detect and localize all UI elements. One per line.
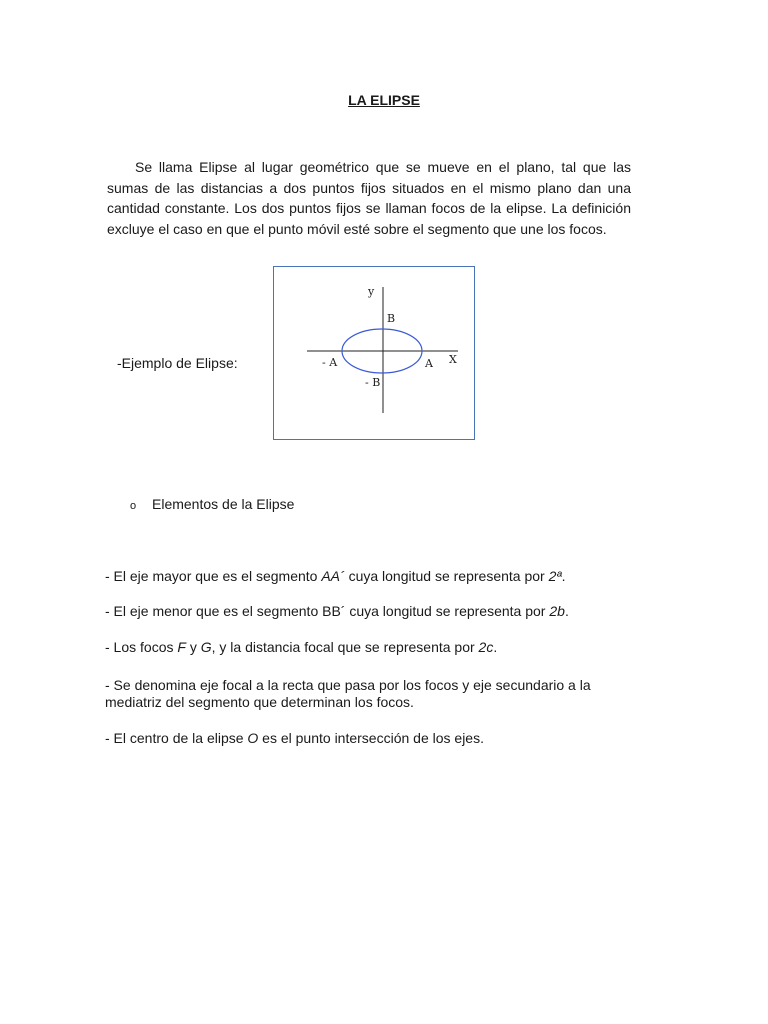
intro-text: Se llama Elipse al lugar geométrico que se mueve en el plano, tal que las sumas de las distancias a dos puntos fijos situados en el mismo plano dan una cantidad constante. Los dos puntos fijos se llaman focos de la elipse. La definición excluye el caso en que el punto móvil esté sobre el segmento que une los focos. [107, 159, 631, 237]
section-heading-text: Elementos de la Elipse [152, 496, 295, 512]
left-vertex-label: - A [322, 356, 338, 369]
ellipse-figure [273, 266, 475, 440]
item-italic: 2ª [548, 568, 562, 584]
item-text: - El eje menor que es el segmento BB´ cuya longitud se representa por [105, 603, 550, 619]
item-text: . [561, 568, 566, 584]
top-vertex-label: B [387, 312, 396, 325]
right-vertex-label: A [425, 357, 433, 370]
item-text: - El eje mayor que es el segmento [105, 568, 322, 584]
section-heading [130, 496, 294, 512]
item-italic: G [200, 639, 212, 655]
bullet-marker: o [130, 500, 137, 512]
item-text: es el punto intersección de los ejes. [258, 730, 484, 746]
item-italic: F [177, 639, 186, 655]
item-text: y [185, 639, 201, 655]
bottom-vertex-label: - B [365, 376, 381, 389]
item-eje-mayor [105, 568, 645, 585]
item-text: . [564, 603, 569, 619]
item-text: - Los focos [105, 639, 178, 655]
item-italic: AA´ [321, 568, 345, 584]
item-eje-focal: - Se denomina eje focal a la recta que pasa por los focos y eje secundario a la mediatriz del segmento que determinan los focos. [105, 677, 591, 710]
item-centro [105, 730, 645, 747]
item-italic: 2c [478, 639, 494, 655]
item-text: , y la distancia focal que se representa por [211, 639, 479, 655]
item-focos [105, 639, 645, 656]
ellipse-diagram [274, 267, 476, 441]
intro-paragraph [107, 157, 631, 239]
example-label: -Ejemplo de Elipse: [117, 355, 238, 371]
x-axis-label: X [449, 353, 457, 366]
item-text: cuya longitud se representa por [344, 568, 549, 584]
item-text: - El centro de la elipse [105, 730, 248, 746]
item-italic: O [247, 730, 259, 746]
item-text: . [493, 639, 498, 655]
page-title: LA ELIPSE [348, 92, 420, 108]
item-eje-menor [105, 603, 645, 620]
item-italic: 2b [549, 603, 565, 619]
y-axis-label: y [368, 285, 375, 298]
